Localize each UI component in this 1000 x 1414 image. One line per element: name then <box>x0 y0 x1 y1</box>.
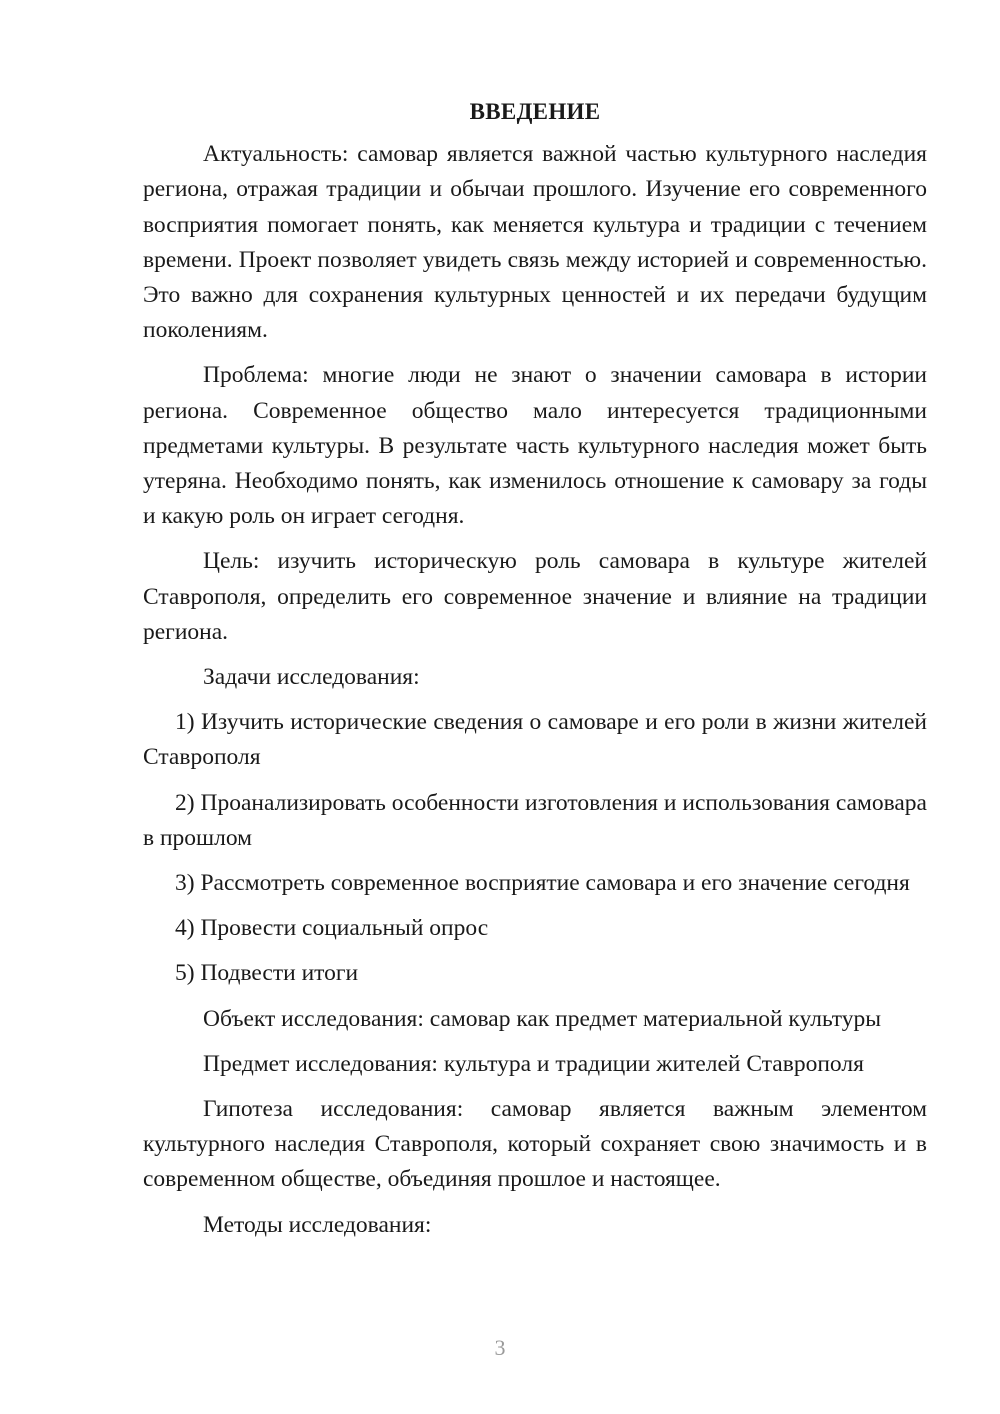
relevance-paragraph: Актуальность: самовар является важной частью культурного наследия региона, отражая традиции и обычаи прошлого. Изучение его современного восприятия помогает понять, как меняется культура и традиции с течением времени. Проект позволяет увидеть связь между историей и современностью. Это важно для сохранения культурных ценностей и их передачи будущим поколениям. <box>143 141 927 344</box>
research-subject: Предмет исследования: культура и традиции жителей Ставрополя <box>203 1050 864 1077</box>
hypothesis-paragraph: Гипотеза исследования: самовар является важным элементом культурного наследия Ставрополя, который сохраняет свою значимость и в современном обществе, объединяя прошлое и настоящее. <box>143 1096 927 1193</box>
research-object: Объект исследования: самовар как предмет материальной культуры <box>203 1005 882 1032</box>
document-body <box>143 94 927 1253</box>
goal-paragraph: Цель: изучить историческую роль самовара в культуре жителей Ставрополя, определить его современное значение и влияние на традиции региона. <box>143 548 927 645</box>
tasks-heading: Задачи исследования: <box>203 664 420 691</box>
page-title: ВВЕДЕНИЕ <box>469 99 601 124</box>
page-number: 3 <box>494 1335 506 1360</box>
tasks-list <box>143 705 927 991</box>
task-item: 5) Подвести итоги <box>175 960 359 987</box>
methods-heading: Методы исследования: <box>203 1211 432 1238</box>
task-item: 2) Проанализировать особенности изготовления и использования самовара в прошлом <box>143 789 927 851</box>
problem-paragraph: Проблема: многие люди не знают о значении самовара в истории региона. Современное общество мало интересуется традиционными предметами культуры. В результате часть культурного наследия может быть утеряна. Необходимо понять, как изменилось отношение к самовару за годы и какую роль он играет сегодня. <box>143 362 927 530</box>
task-item: 1) Изучить исторические сведения о самоваре и его роли в жизни жителей Ставрополя <box>143 709 927 771</box>
task-item: 3) Рассмотреть современное восприятие самовара и его значение сегодня <box>175 870 910 897</box>
task-item: 4) Провести социальный опрос <box>175 915 489 942</box>
